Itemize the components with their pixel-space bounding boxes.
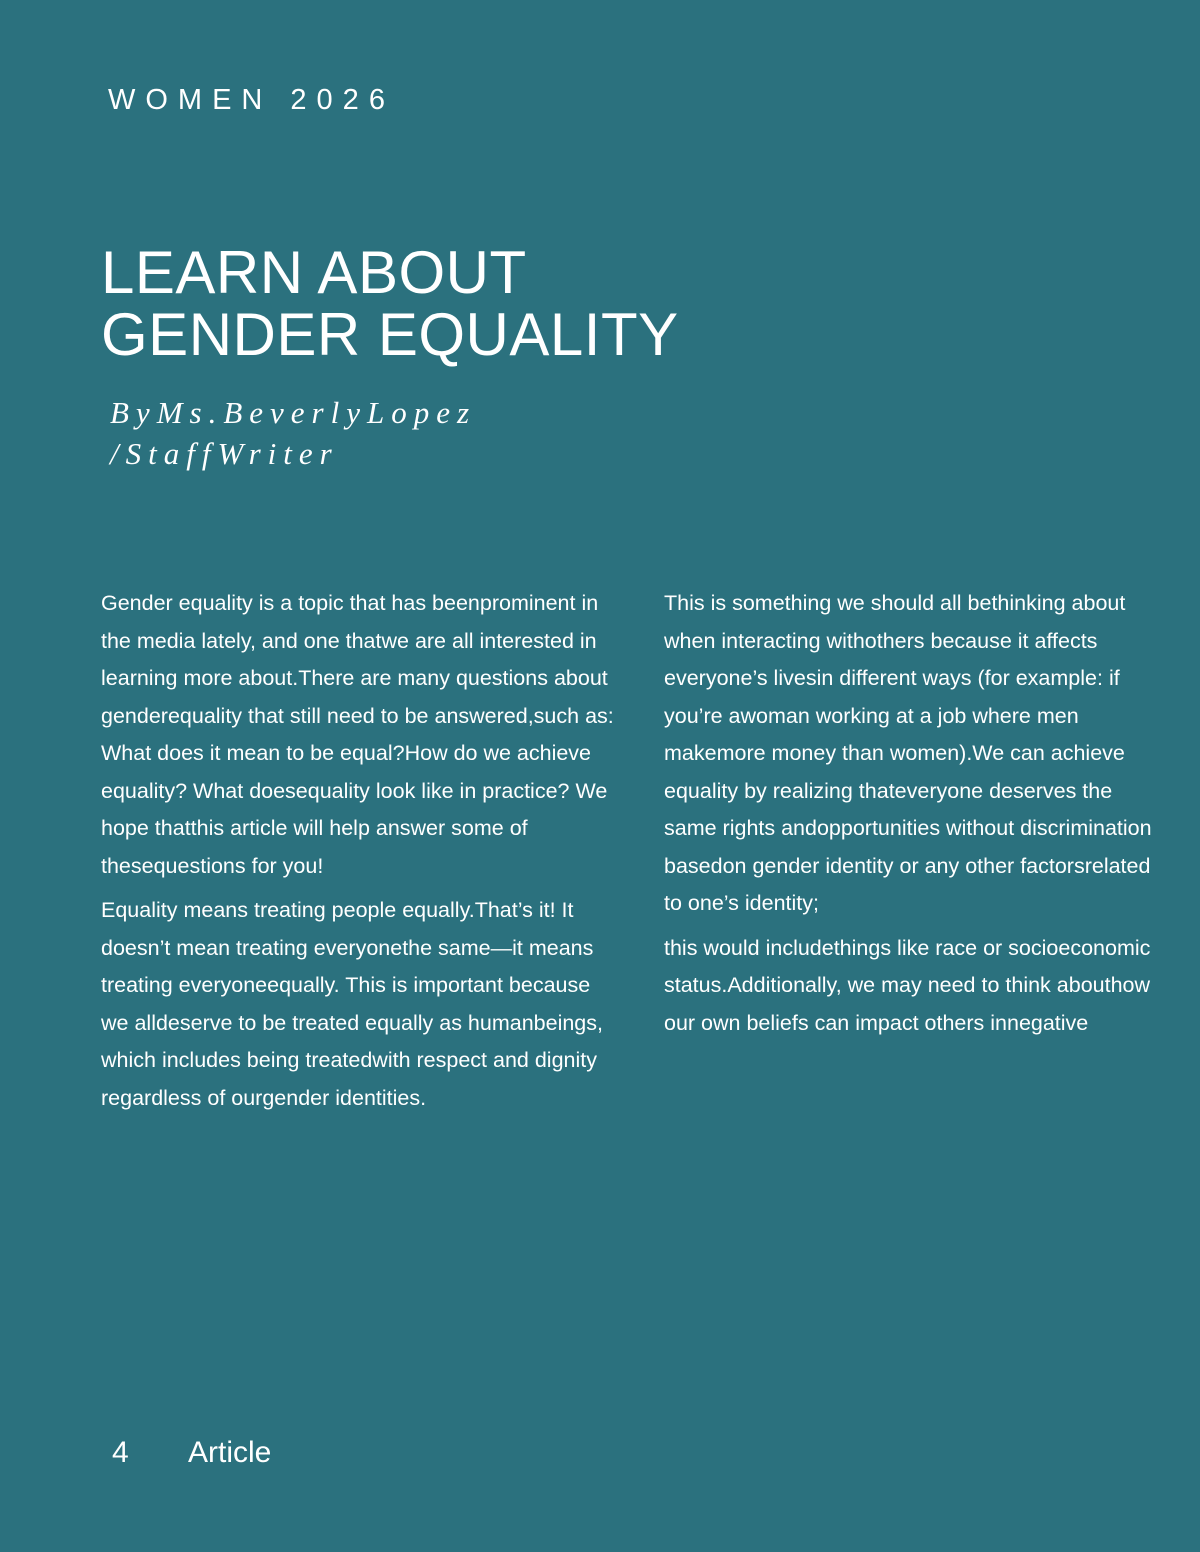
article-title xyxy=(101,239,801,368)
masthead: WOMEN 2026 xyxy=(108,84,395,116)
paragraph: Gender equality is a topic that has beenprominent in the media lately, and one thatwe are all interested in learning more about.There are many questions about genderequality that still need to be answered,such as: What does it mean to be equal?How do we achieve equality? What doesequality look like in practice? We hope thatthis article will help answer some of thesequestions for you! xyxy=(101,591,614,878)
paragraph: This is something we should all bethinking about when interacting withothers because it affects everyone’s livesin different ways (for example: if you’re awoman working at a job where men makemore money than women).We can achieve equality by realizing thateveryone deserves the same rights andopportunities without discrimination basedon gender identity or any other factorsrelated to one’s identity; xyxy=(664,591,1152,915)
article-title-line-1: LEARN ABOUT xyxy=(101,239,527,306)
paragraph: this would includethings like race or socioeconomic status.Additionally, we may need to think abouthow our own beliefs can impact others innegative xyxy=(664,935,1151,1035)
article-title-line-2: GENDER EQUALITY xyxy=(101,301,679,368)
section-label: Article xyxy=(188,1436,272,1469)
paragraph: Equality means treating people equally.That’s it! It doesn’t mean treating everyonethe same—it means treating everyoneequally. This is important because we alldeserve to be treated equally as humanbeings, which includes being treatedwith respect and dignity regardless of ourgender identities. xyxy=(101,898,603,1110)
page-number: 4 xyxy=(112,1436,129,1469)
article-column-right xyxy=(664,585,1154,1049)
article-column-left xyxy=(101,585,621,1124)
byline xyxy=(110,392,630,474)
byline-author: ByMs.BeverlyLopez xyxy=(110,395,477,430)
byline-role: /StaffWriter xyxy=(110,436,339,471)
